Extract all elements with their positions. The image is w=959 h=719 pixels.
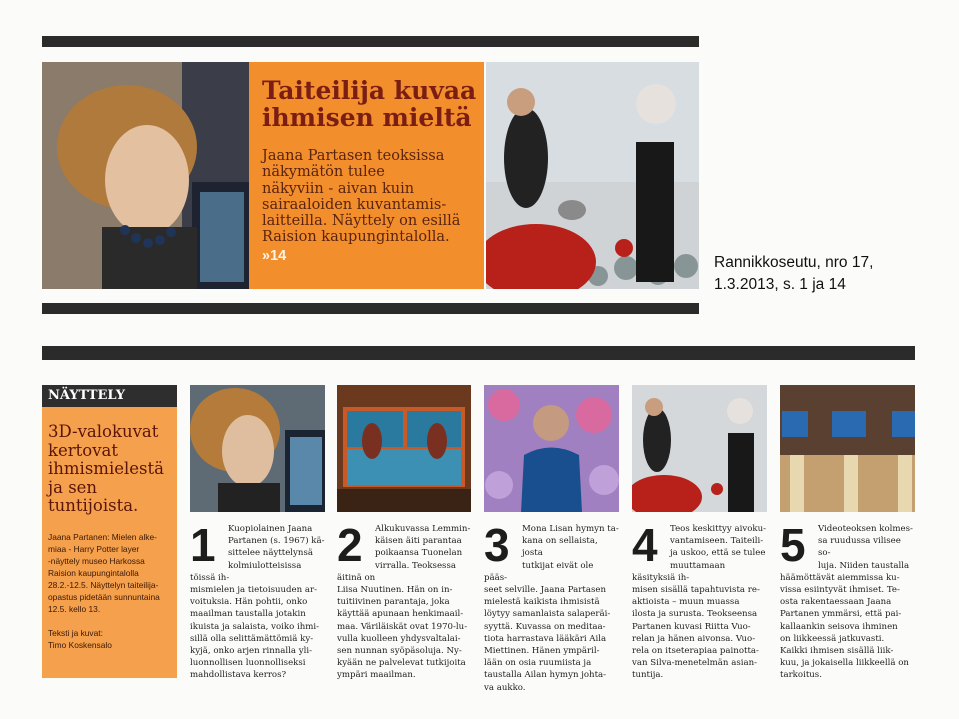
info-line: -näyttely museo Harkossa <box>48 556 145 566</box>
top-rule <box>42 36 699 47</box>
text-line: Liisa Nuutinen. Hän on in- <box>337 585 453 596</box>
text-line: ja uskoo, että se tulee <box>670 548 766 559</box>
text-line: tutkijat eivät ole pääs- <box>484 560 594 583</box>
text-line: van Silva-menetelmän asian- <box>632 658 758 669</box>
text-line: mielestä kaikista ihmisistä <box>484 597 600 608</box>
text-line: kyään ne palvelevat tutkijoita <box>337 658 466 669</box>
text-line: sen nunnan syöpäsoluja. Ny- <box>337 646 462 657</box>
text-line: löytyy samanlaista salaperäi- <box>484 609 611 620</box>
text-line: osta rakentaessaan Jaana <box>780 597 892 608</box>
text-line: rela on itseterapiaa painotta- <box>632 646 759 657</box>
text-line: ikuista ja salaista, voiko ihmi- <box>190 621 320 632</box>
text-line: taustalla Ailan hymyn johta- <box>484 670 607 681</box>
photo-3 <box>484 385 619 512</box>
text-line: Alkukuvassa Lemmin- <box>375 524 471 534</box>
item-number-3: 3 <box>484 519 510 571</box>
credit-name: Timo Koskensalo <box>48 640 112 650</box>
text-line: tuitiivinen parantaja, joka <box>337 597 450 608</box>
text-line: virralla. Teoksessa äitinä on <box>337 560 456 583</box>
text-line: poikaansa Tuonelan <box>375 548 463 559</box>
item-number-2: 2 <box>337 519 363 571</box>
text-line: aktioista – muun muassa <box>632 597 740 608</box>
text-line: mahdollistava kerros? <box>190 670 287 681</box>
photo-4 <box>632 385 767 512</box>
text-line: voituksia. Hän pohtii, onko <box>190 597 308 608</box>
text-line: Partanen (s. 1967) kä- <box>228 536 325 547</box>
page-reference: »14 <box>262 247 287 264</box>
text-line: käisen äiti parantaa <box>375 536 462 547</box>
text-line: va aukko. <box>484 682 526 693</box>
text-line: on liikkeessä jatkuvasti. <box>780 633 885 644</box>
dek-line: näkyviin - aivan kuin <box>262 180 415 197</box>
item-text-5 <box>780 519 916 682</box>
item-number-4: 4 <box>632 519 658 571</box>
dek-line: näkymätön tulee <box>262 164 385 181</box>
info-line: 12.5. kello 13. <box>48 604 101 614</box>
item-text-1 <box>190 519 325 682</box>
source-caption-line2: 1.3.2013, s. 1 ja 14 <box>714 276 846 293</box>
headline-line: ihmismielestä <box>48 459 164 478</box>
section-kicker: NÄYTTELY <box>42 385 177 407</box>
teaser-title-line2: ihmisen mieltä <box>262 103 472 132</box>
text-line: syyttä. Kuvassa on meditaa- <box>484 621 606 632</box>
teaser-title-line1: Taiteilija kuvaa <box>262 76 477 105</box>
text-line: maailman taustalla jotakin <box>190 609 306 620</box>
sidebar-headline <box>48 423 176 516</box>
text-line: Partanen kuvasi Riitta Vuo- <box>632 621 751 632</box>
text-line: luonnollisen luonnolliseksi <box>190 658 306 669</box>
text-line: vulla kuolleen yhdysvaltalai- <box>337 633 461 644</box>
text-line: luja. Niiden taustalla <box>818 560 910 571</box>
text-line: tuntija. <box>632 670 664 681</box>
text-line: kuu, ja jokaisella liikkeellä on <box>780 658 909 669</box>
text-line: kolmiulotteisissa töissä ih- <box>190 560 302 583</box>
source-caption <box>714 252 873 296</box>
photo-5 <box>780 385 915 512</box>
dek-line: sairaaloiden kuvantamis- <box>262 196 447 213</box>
text-line: Partanen ymmärsi, että pai- <box>780 609 902 620</box>
info-line: Raision kaupungintalolla <box>48 568 139 578</box>
text-line: sa ruudussa vilisee so- <box>818 536 901 559</box>
item-number-5: 5 <box>780 519 806 571</box>
text-line: lään on osia ruumiista ja <box>484 658 592 669</box>
text-line: maa. Väriläiskät ovat 1970-lu- <box>337 621 468 632</box>
portrait-photo <box>42 62 249 289</box>
teaser-title <box>262 77 482 131</box>
text-line: sillä olla selittämättömiä ky- <box>190 633 314 644</box>
text-line: häämöttävät aiemmissa ku- <box>780 572 900 583</box>
text-line: ympäri maailman. <box>337 670 416 681</box>
photo-1 <box>190 385 325 512</box>
text-line: mismielen ja tietoisuuden ar- <box>190 585 318 596</box>
info-line: opastus pidetään sunnuntaina <box>48 592 160 602</box>
text-line: Teos keskittyy aivoku- <box>670 524 767 534</box>
text-line: käyttää apunaan henkimaail- <box>337 609 464 620</box>
source-caption-line1: Rannikkoseutu, nro 17, <box>714 254 874 271</box>
text-line: Kaikki ihmisen sisällä liik- <box>780 646 894 657</box>
headline-line: 3D-valokuvat <box>48 422 159 441</box>
text-line: ilosta ja surusta. Teokseensa <box>632 609 758 620</box>
text-line: vantamiseen. Taiteili- <box>670 536 764 547</box>
dek-line: Jaana Partasen teoksissa <box>262 148 445 164</box>
credit <box>48 627 176 651</box>
page-rule <box>42 346 915 360</box>
text-line: kallaankin seisova ihminen <box>780 621 898 632</box>
text-line: sittelee näyttelynsä <box>228 548 313 559</box>
text-line: Kuopiolainen Jaana <box>228 524 313 534</box>
info-line: miaa - Harry Potter layer <box>48 544 140 554</box>
text-line: seet selville. Jaana Partasen <box>484 585 606 596</box>
headline-line: kertovat <box>48 440 119 460</box>
text-line: Mona Lisan hymyn ta- <box>522 524 619 534</box>
artwork-photo-top <box>486 62 699 289</box>
teaser-dek <box>262 148 484 264</box>
text-line: Videoteoksen kolmes- <box>818 524 913 534</box>
text-line: misen sisällä tapahtuvista re- <box>632 585 760 596</box>
text-line: kana on sellaista, josta <box>522 536 598 559</box>
item-text-3 <box>484 519 619 694</box>
headline-line: ja sen <box>48 477 98 497</box>
info-line: Jaana Partanen: Mielen alke- <box>48 532 157 542</box>
text-line: relan ja hänen aivonsa. Vuo- <box>632 633 756 644</box>
text-line: tiota harrastava lääkäri Aila <box>484 633 607 644</box>
exhibition-info <box>48 531 176 615</box>
text-line: tarkoitus. <box>780 670 822 681</box>
item-text-4 <box>632 519 767 682</box>
teaser-bottom-rule <box>42 303 699 314</box>
credit-label: Teksti ja kuvat: <box>48 628 103 638</box>
photo-2 <box>337 385 471 512</box>
text-line: Miettinen. Hänen ympäril- <box>484 646 600 657</box>
text-line: kyjä, onko arjen rinnalla yli- <box>190 646 313 657</box>
text-line: muuttamaan käsityksiä ih- <box>632 560 726 583</box>
dek-line: Raision kaupungintalolla. <box>262 229 450 246</box>
item-text-2 <box>337 519 471 682</box>
headline-line: tuntijoista. <box>48 496 139 515</box>
info-line: 28.2.-12.5. Näyttelyn taiteilija- <box>48 580 159 590</box>
dek-line: laitteilla. Näyttely on esillä <box>262 213 461 230</box>
text-line: vissa esiintyvät ihmiset. Te- <box>780 585 900 596</box>
item-number-1: 1 <box>190 519 216 571</box>
